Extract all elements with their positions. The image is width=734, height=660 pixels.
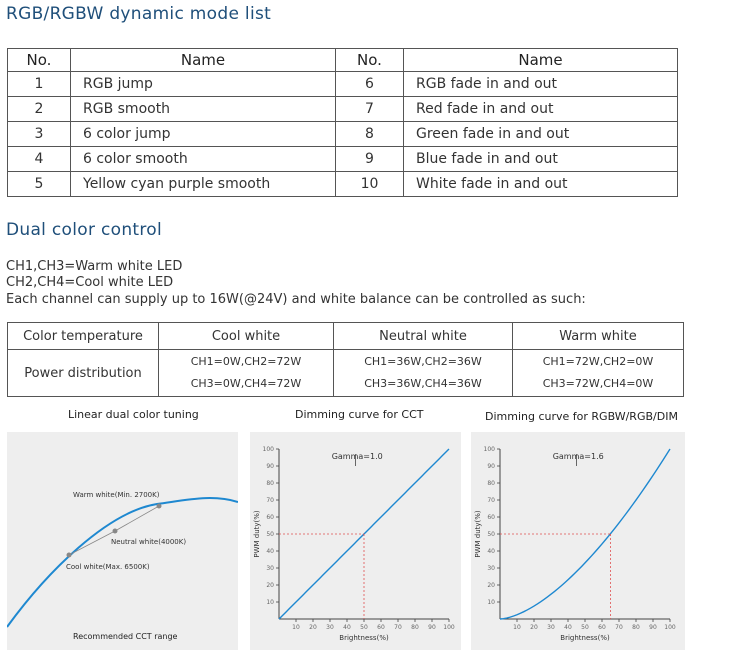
linear-chart-title: Linear dual color tuning (68, 408, 199, 421)
x-tick-label: 90 (649, 624, 657, 631)
y-tick-label: 100 (262, 446, 274, 453)
col-cool: Cool white (159, 323, 334, 350)
warm-values (513, 350, 684, 397)
y-tick-label: 60 (487, 514, 495, 521)
y-tick-label: 70 (487, 497, 495, 504)
x-tick-label: 80 (411, 624, 419, 631)
table-cell: RGB fade in and out (404, 72, 678, 97)
table-row (8, 147, 678, 172)
y-axis-label: PWM duty(%) (253, 510, 261, 558)
y-tick-label: 20 (487, 582, 495, 589)
y-tick-label: 50 (266, 531, 274, 538)
color-temp-label: Color temperature (8, 323, 159, 350)
table-cell: CH1=0W,CH2=72W (190, 355, 302, 368)
gamma-label: Gamma=1.0 (331, 452, 383, 462)
header-name: Name (404, 49, 678, 72)
neutral-label: Neutral white(4000K) (111, 538, 187, 546)
rgbw-dimming-svg (471, 432, 685, 650)
x-tick-label: 30 (326, 624, 334, 631)
table-cell: 2 (8, 97, 71, 122)
y-tick-label: 30 (266, 565, 274, 572)
y-tick-label: 90 (487, 463, 495, 470)
table-row (8, 172, 678, 197)
warm-label: Warm white(Min. 2700K) (73, 491, 160, 499)
table-cell: RGB jump (71, 72, 336, 97)
cct-dimming-chart (250, 432, 461, 650)
table-cell: 3 (8, 122, 71, 147)
table-cell: CH3=0W,CH4=72W (190, 377, 302, 390)
x-tick-label: 100 (443, 624, 455, 631)
x-tick-label: 10 (513, 624, 521, 631)
col-warm: Warm white (513, 323, 684, 350)
x-tick-label: 40 (343, 624, 351, 631)
table-cell: Blue fade in and out (404, 147, 678, 172)
y-tick-label: 10 (487, 599, 495, 606)
ch-cool-text: CH2,CH4=Cool white LED (6, 275, 174, 290)
table-cell: 1 (8, 72, 71, 97)
x-tick-label: 30 (547, 624, 555, 631)
warm-point (157, 504, 162, 509)
x-tick-label: 100 (664, 624, 676, 631)
x-tick-label: 20 (309, 624, 317, 631)
table-row (8, 72, 678, 97)
header-no: No. (336, 49, 404, 72)
rgbw-chart-title: Dimming curve for RGBW/RGB/DIM (485, 410, 678, 423)
neutral-point (113, 529, 118, 534)
cool-point (67, 553, 72, 558)
table-header-row (8, 49, 678, 72)
dynamic-mode-table (7, 48, 678, 197)
table-cell: 6 color jump (71, 122, 336, 147)
x-tick-label: 70 (615, 624, 623, 631)
y-tick-label: 50 (487, 531, 495, 538)
table-cell: 8 (336, 122, 404, 147)
table-cell: 6 (336, 72, 404, 97)
power-distribution-table (7, 322, 684, 397)
y-axis-label: PWM duty(%) (474, 510, 482, 558)
col-neutral: Neutral white (334, 323, 513, 350)
table-cell: White fade in and out (404, 172, 678, 197)
table-cell: 5 (8, 172, 71, 197)
table-cell: 6 color smooth (71, 147, 336, 172)
ch-warm-text: CH1,CH3=Warm white LED (6, 259, 183, 274)
table-cell: Yellow cyan purple smooth (71, 172, 336, 197)
y-tick-label: 80 (266, 480, 274, 487)
cool-values (159, 350, 334, 397)
table-cell: CH3=36W,CH4=36W (364, 377, 482, 390)
table-cell: Green fade in and out (404, 122, 678, 147)
x-tick-label: 40 (564, 624, 572, 631)
x-tick-label: 90 (428, 624, 436, 631)
y-tick-label: 30 (487, 565, 495, 572)
y-tick-label: 40 (266, 548, 274, 555)
power-dist-label: Power distribution (8, 350, 159, 397)
y-tick-label: 90 (266, 463, 274, 470)
rgbw-dimming-chart (471, 432, 685, 650)
table-cell: 4 (8, 147, 71, 172)
y-tick-label: 80 (487, 480, 495, 487)
header-no: No. (8, 49, 71, 72)
dynamic-mode-title: RGB/RGBW dynamic mode list (6, 4, 272, 24)
table-cell: CH1=72W,CH2=0W (542, 355, 654, 368)
table-header-row (8, 323, 684, 350)
table-cell: RGB smooth (71, 97, 336, 122)
x-tick-label: 60 (377, 624, 385, 631)
y-tick-label: 40 (487, 548, 495, 555)
y-tick-label: 100 (483, 446, 495, 453)
x-tick-label: 70 (394, 624, 402, 631)
channel-desc-text: Each channel can supply up to 16W(@24V) and white balance can be controlled as such: (6, 292, 586, 307)
y-tick-label: 20 (266, 582, 274, 589)
x-axis-label: Brightness(%) (339, 634, 389, 642)
table-cell: CH3=72W,CH4=0W (542, 377, 654, 390)
x-tick-label: 50 (360, 624, 368, 631)
table-cell: 10 (336, 172, 404, 197)
linear-caption: Recommended CCT range (73, 632, 178, 641)
x-axis-label: Brightness(%) (560, 634, 610, 642)
x-tick-label: 60 (598, 624, 606, 631)
table-row (8, 122, 678, 147)
dual-color-title: Dual color control (6, 220, 163, 240)
header-name: Name (71, 49, 336, 72)
cct-dimming-svg (250, 432, 461, 650)
gamma-label: Gamma=1.6 (552, 452, 604, 462)
x-tick-label: 10 (292, 624, 300, 631)
cool-label: Cool white(Max. 6500K) (66, 563, 150, 571)
x-tick-label: 80 (632, 624, 640, 631)
table-cell: 7 (336, 97, 404, 122)
table-row (8, 350, 684, 397)
table-cell: CH1=36W,CH2=36W (364, 355, 482, 368)
neutral-values (334, 350, 513, 397)
y-tick-label: 70 (266, 497, 274, 504)
table-row (8, 97, 678, 122)
table-cell: 9 (336, 147, 404, 172)
x-tick-label: 50 (581, 624, 589, 631)
cct-chart-title: Dimming curve for CCT (295, 408, 424, 421)
y-tick-label: 10 (266, 599, 274, 606)
x-tick-label: 20 (530, 624, 538, 631)
linear-tuning-chart (7, 432, 238, 650)
y-tick-label: 60 (266, 514, 274, 521)
table-cell: Red fade in and out (404, 97, 678, 122)
